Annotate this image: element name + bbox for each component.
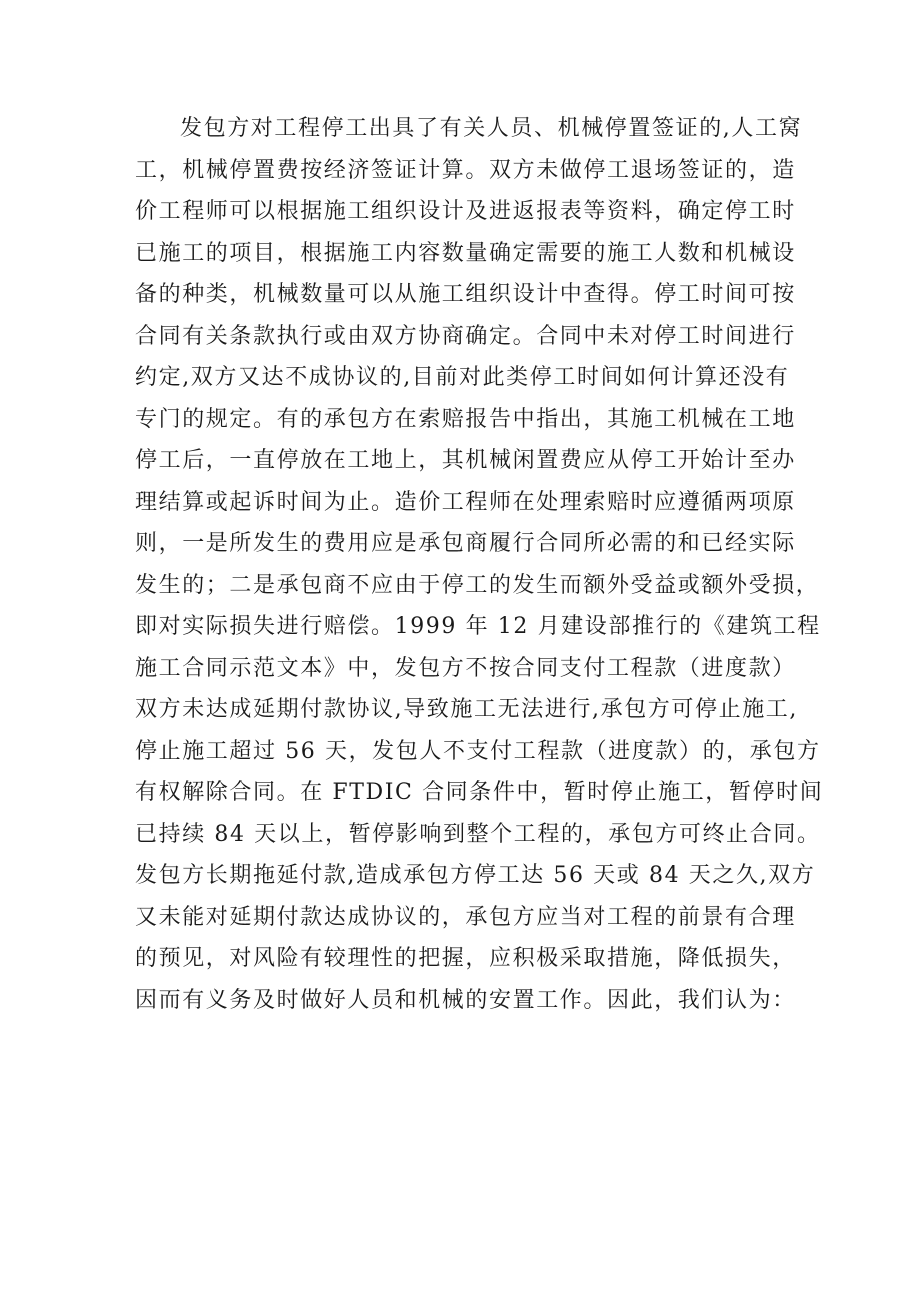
text-line-2: 工，机械停置费按经济签证计算。双方未做停工退场签证的，造 [135,157,796,183]
text-line-12: 发生的；二是承包商不应由于停工的发生而额外受益或额外受损， [135,572,820,598]
text-line-3: 价工程师可以根据施工组织设计及进返报表等资料，确定停工时 [135,199,796,224]
text-line-8: 专门的规定。有的承包方在索赔报告中指出，其施工机械在工地 [135,406,796,432]
text-line-20: 又未能对延期付款达成协议的，承包方应当对工程的前景有合理 [135,904,796,930]
text-line-16: 停止施工超过 56 天，发包人不支付工程款（进度款）的，承包方 [135,738,821,764]
text-line-14: 施工合同示范文本》中，发包方不按合同支付工程款（进度款） [135,655,796,681]
text-line-1: 发包方对工程停工出具了有关人员、机械停置签证的,人工窝 [180,116,803,141]
text-line-13: 即对实际损失进行赔偿。1999 年 12 月建设部推行的《建筑工程 [135,614,821,639]
text-line-4: 已施工的项目，根据施工内容数量确定需要的施工人数和机械设 [135,240,796,266]
text-line-10: 理结算或起诉时间为止。造价工程师在处理索赔时应遵循两项原 [135,489,796,515]
text-line-19: 发包方长期拖延付款,造成承包方停工达 56 天或 84 天之久,双方 [135,863,816,888]
text-line-9: 停工后，一直停放在工地上，其机械闲置费应从停工开始计至办 [135,448,796,473]
text-line-17: 有权解除合同。在 FTDIC 合同条件中，暂时停止施工，暂停时间 [135,780,824,805]
text-line-11: 则，一是所发生的费用应是承包商履行合同所必需的和已经实际 [135,531,796,556]
text-line-22: 因而有义务及时做好人员和机械的安置工作。因此，我们认为： [135,987,796,1013]
text-line-18: 已持续 84 天以上，暂停影响到整个工程的，承包方可终止合同。 [135,821,821,847]
text-line-15: 双方未达成延期付款协议,导致施工无法进行,承包方可停止施工, [135,697,798,722]
text-line-6: 合同有关条款执行或由双方协商确定。合同中未对停工时间进行 [135,323,796,349]
text-line-5: 备的种类，机械数量可以从施工组织设计中查得。停工时间可按 [135,282,796,307]
text-line-7: 约定,双方又达不成协议的,目前对此类停工时间如何计算还没有 [135,365,790,390]
text-line-21: 的预见，对风险有较理性的把握，应积极采取措施，降低损失， [135,946,796,971]
body-paragraph [135,108,824,1021]
